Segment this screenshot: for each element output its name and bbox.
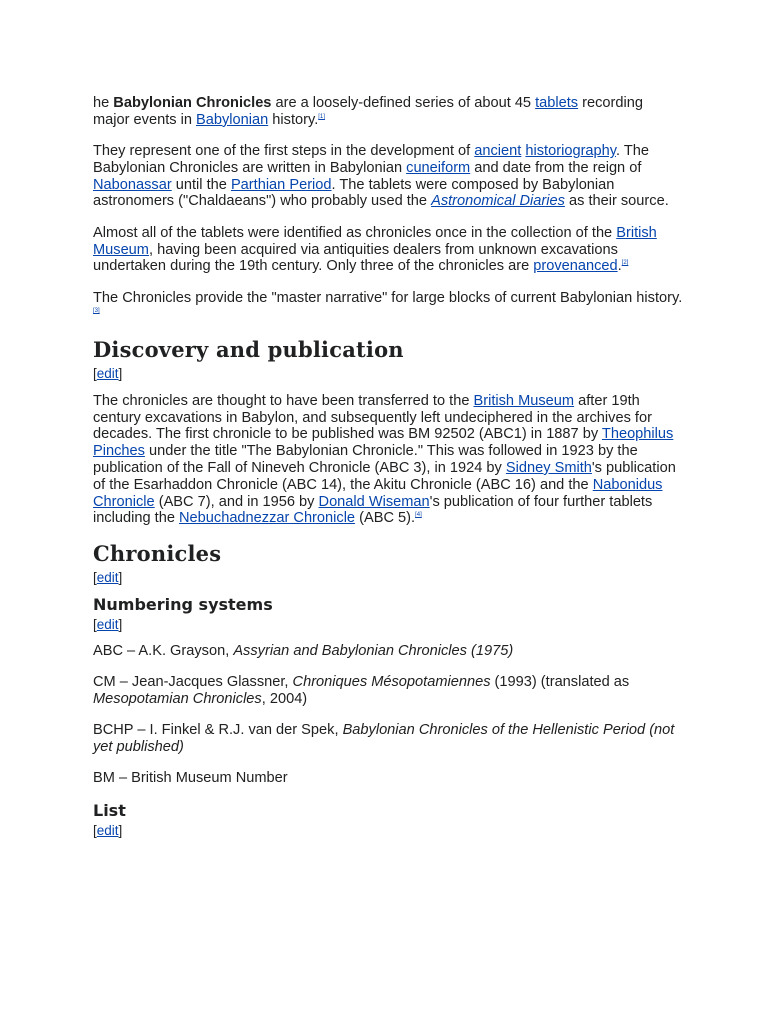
text: until the: [171, 176, 231, 193]
link-nabonassar[interactable]: Nabonassar: [93, 176, 172, 193]
text: after 19th century excavations in Babylon, and subsequently left undeciphered in the archives for decades. The first chronicle to be published was BM 92502 (ABC1) in 1887 by: [93, 392, 652, 443]
link-nabonidus-chronicle[interactable]: Nabonidus Chronicle: [93, 476, 663, 510]
edit-section-numbering: [edit]: [93, 616, 123, 632]
link-nebuchadnezzar-chronicle[interactable]: Nebuchadnezzar Chronicle: [179, 510, 356, 527]
text: (1993) (translated as: [490, 673, 630, 690]
link-theophilus-pinches[interactable]: Theophilus Pinches: [93, 426, 674, 460]
edit-link[interactable]: edit: [96, 365, 119, 381]
text: (ABC 7), and in 1956 by: [154, 493, 319, 510]
link-british-museum[interactable]: British Museum: [473, 392, 575, 409]
text: They represent one of the first steps in the development of: [93, 143, 475, 160]
edit-link[interactable]: edit: [96, 823, 119, 839]
footnote-ref-1[interactable]: [1]: [318, 113, 325, 120]
text: 's publication of the Esarhaddon Chronicle (ABC 14), the Akitu Chronicle (ABC 16) and the: [93, 459, 676, 493]
link-provenanced[interactable]: provenanced: [533, 258, 618, 275]
text: are a loosely-defined series of about 45: [271, 95, 536, 111]
intro-paragraph-1: [93, 95, 683, 129]
heading-numbering-systems: Numbering systems: [93, 594, 273, 614]
text: The Chronicles provide the "master narrative" for large blocks of current Babylonian history.: [93, 289, 683, 306]
text: , having been acquired via antiquities dealers from unknown excavations undertaken during the 19th century. Only three of the chronicles are: [93, 241, 618, 275]
link-tablets[interactable]: tablets: [535, 95, 579, 111]
intro-paragraph-4: [93, 290, 683, 324]
text: The chronicles are thought to have been transferred to the: [93, 392, 474, 409]
edit-link[interactable]: edit: [96, 616, 119, 632]
text: under the title "The Babylonian Chronicle." This was followed in 1923 by the publication of the Fall of Nineveh Chronicle (ABC 3), in 1924 by: [93, 443, 638, 476]
book-title: Chroniques Mésopotamiennes: [292, 673, 491, 690]
edit-section-list: [edit]: [93, 823, 123, 839]
text: and date from the reign of: [470, 159, 642, 176]
article-content: [93, 95, 683, 850]
text: BM – British Museum Number: [93, 770, 288, 787]
text: history.: [268, 111, 319, 128]
footnote-ref-2[interactable]: [2]: [621, 260, 629, 267]
intro-paragraph-3: [93, 225, 683, 275]
book-title: Babylonian Chronicles of the Hellenistic Period (not yet published): [93, 722, 675, 755]
book-title: Mesopotamian Chronicles: [93, 690, 262, 707]
text: .: [617, 258, 622, 275]
heading-list: List: [93, 801, 126, 821]
text: , 2004): [261, 690, 308, 707]
link-cuneiform[interactable]: cuneiform: [406, 159, 471, 176]
text: as their source.: [564, 193, 669, 210]
text: (ABC 5).: [355, 510, 416, 527]
footnote-ref-4[interactable]: [4]: [415, 512, 422, 519]
text: ABC – A.K. Grayson,: [93, 642, 234, 659]
discovery-paragraph: [93, 393, 683, 527]
article-subject: Babylonian Chronicles: [113, 95, 272, 111]
text: Almost all of the tablets were identified as chronicles once in the collection of the: [93, 224, 617, 241]
link-ancient[interactable]: ancient: [474, 143, 522, 160]
text: BCHP – I. Finkel & R.J. van der Spek,: [93, 722, 343, 739]
numbering-bm: [93, 770, 683, 787]
numbering-cm: [93, 674, 683, 708]
footnote-ref-3[interactable]: [3]: [93, 308, 100, 315]
text: . The Babylonian Chronicles are written in Babylonian: [93, 143, 649, 176]
heading-chronicles: Chronicles: [93, 540, 222, 566]
text: 's publication of four further tablets including the: [93, 493, 653, 527]
link-donald-wiseman[interactable]: Donald Wiseman: [318, 493, 430, 510]
book-title: Assyrian and Babylonian Chronicles (1975): [233, 642, 514, 659]
numbering-bchp: [93, 722, 683, 756]
link-sidney-smith[interactable]: Sidney Smith: [505, 459, 592, 476]
text: CM – Jean-Jacques Glassner,: [93, 673, 293, 690]
edit-section-chronicles: [edit]: [93, 569, 123, 585]
text: he: [93, 95, 114, 111]
link-babylonian[interactable]: Babylonian: [196, 111, 269, 128]
link-british-museum[interactable]: British Museum: [93, 224, 657, 258]
edit-link[interactable]: edit: [96, 569, 119, 585]
link-label: Astronomical Diaries: [431, 193, 565, 210]
edit-section-discovery: [edit]: [93, 365, 123, 381]
text: recording major events in: [93, 95, 644, 128]
link-astronomical-diaries[interactable]: [431, 193, 565, 209]
heading-discovery: Discovery and publication: [93, 336, 404, 362]
link-parthian-period[interactable]: Parthian Period: [230, 176, 332, 193]
text: . The tablets were composed by Babylonian astronomers ("Chaldaeans") who probably used the: [93, 176, 615, 210]
intro-paragraph-2: [93, 143, 683, 210]
link-historiography[interactable]: historiography: [525, 143, 616, 160]
numbering-abc: [93, 643, 683, 660]
